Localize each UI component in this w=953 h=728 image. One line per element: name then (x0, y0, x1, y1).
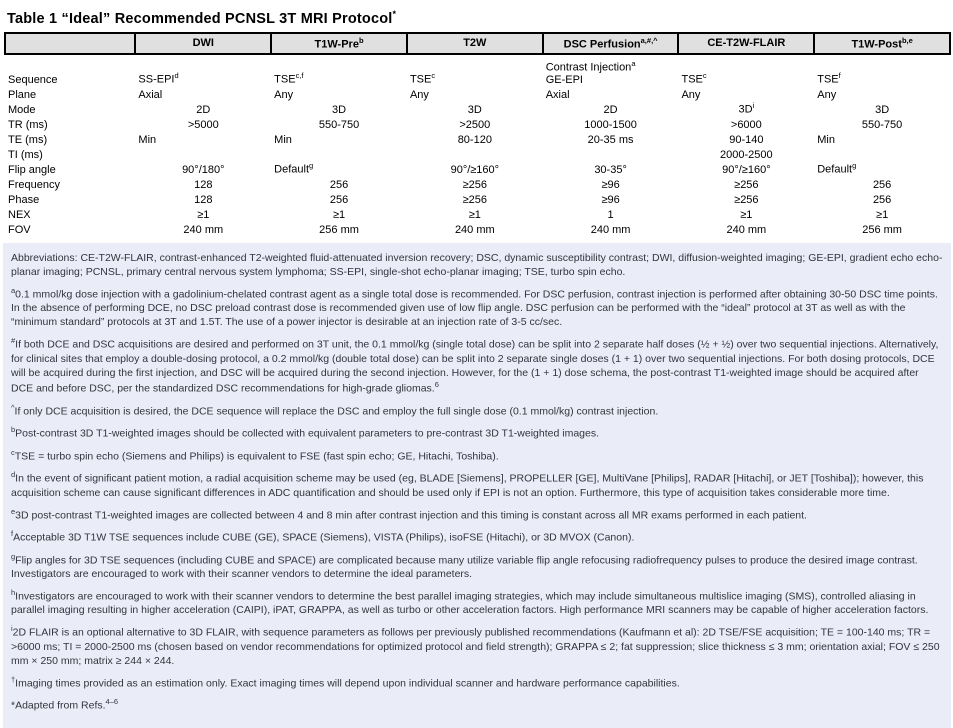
table-row-sequence (5, 54, 950, 86)
column-header-dsc-perfusion: DSC Perfusion$^{a,\#,\^{}}$ (543, 33, 679, 54)
footnote: $^c$TSE = turbo spin echo (Siemens and Philips) is equivalent to FSE (fast spin echo; GE, Hitachi, Toshiba). (11, 447, 499, 463)
table-cell: 256 (872, 178, 892, 191)
row-label: TR (ms) (8, 118, 48, 131)
table-cell (135, 146, 271, 161)
column-header-t1w-post: T1W-Post$^{b,e}$ (814, 33, 950, 54)
table-row-frequency (5, 176, 950, 191)
table-cell: TSE$^f$ (817, 71, 841, 86)
table-cell: ≥1 (197, 208, 210, 221)
footnote: $^e$3D post-contrast T1-weighted images are collected between 4 and 8 min after contrast injection and this timing is constant across all MR exams performed in each patient. (11, 506, 807, 522)
row-label: Plane (8, 88, 37, 101)
table-row-tr-ms (5, 116, 950, 131)
table-cell: ≥256 (462, 178, 488, 191)
table-cell: >2500 (459, 118, 491, 131)
table-cell: SS-EPI$^d$ (138, 71, 179, 86)
table-cell: ≥256 (462, 193, 488, 206)
protocol-table (4, 32, 951, 236)
table-cell: Any (409, 88, 429, 101)
table-cell: 3D (875, 103, 890, 116)
row-label: TE (ms) (8, 133, 48, 146)
table-cell: 90°/≥160° (450, 163, 500, 176)
table-body (5, 54, 950, 236)
table-cell: 90-140 (729, 133, 764, 146)
row-label: Flip angle (8, 163, 56, 176)
table-title-marker: * (392, 9, 397, 19)
table-cell: Default$^g$ (274, 161, 314, 176)
table-cell: 256 (872, 193, 892, 206)
table-row-flip-angle (5, 161, 950, 176)
table-cell: 30-35° (594, 163, 627, 176)
table-cell: 240 mm (454, 223, 495, 236)
footnote: $^i$2D FLAIR is an optional alternative to 3D FLAIR, with sequence parameters as follows per previously published recommendations (Kaufmann et al): 2D TSE/FSE acquisition; TE = 100-140 ms; TR = >6000 ms; TI = 2000-2500 ms (chosen based on vendor recommendations for optimized protocol and field strength); GRAPPA ≤ 2; fat suppression; slice thickness ≤ 3 mm; orientation axial; FOV ≤ 250 mm × 250 mm; matrix ≥ 244 × 244. (11, 624, 940, 667)
table-cell: 256 (329, 193, 349, 206)
column-header-t2w: T2W (407, 33, 543, 54)
row-label: Phase (8, 193, 40, 206)
table-cell: 2D (603, 103, 618, 116)
table-cell: 3D (332, 103, 347, 116)
table-cell: TSE$^{c,f}$ (274, 71, 304, 86)
table-cell: 240 mm (590, 223, 631, 236)
table-cell: 1 (607, 208, 614, 221)
header-corner-cell (5, 33, 135, 54)
footnote: *Adapted from Refs.$^{4-6}$ (11, 697, 119, 712)
table-row-plane (5, 86, 950, 101)
table-cell: Min (138, 133, 157, 146)
table-cell: $3D^i$ (738, 101, 755, 116)
table-cell: 90°/180° (182, 163, 225, 176)
table-cell: ≥1 (740, 208, 753, 221)
table-cell: 256 (329, 178, 349, 191)
table-cell: 1000-1500 (584, 118, 637, 131)
table-cell: 80-120 (457, 133, 492, 146)
row-label: NEX (8, 208, 31, 221)
footnote: #If both DCE and DSC acquisitions are desired and performed on 3T unit, the 0.1 mmol/kg (single total dose) can be split into 2 separate half doses (½ + ½) over two sequential injections. Alternatively, for clinical sites that employ a double-dosing protocol, a 0.2 mmol/kg (double total dose) can be split into 2 separate single doses (1 + 1) over two sequential injections. For both dosing protocols, DCE will be acquired during the first injection, and DSC will be acquired during the second injection. However, for the (1 + 1) dose schema, the post-contrast T1-weighted image should be acquired after DCE and before DSC, per the standardized DSC recommendations for high-grade gliomas.$^6$ (11, 336, 939, 395)
column-header-ce-t2w-flair: CE-T2W-FLAIR (678, 33, 814, 54)
table-cell: Any (681, 88, 701, 101)
header-row (5, 33, 950, 54)
table-cell: 550-750 (318, 118, 360, 131)
row-label: Sequence (8, 73, 58, 86)
table-cell: TSE$^c$ (681, 71, 707, 86)
table-cell: Min (274, 133, 292, 146)
table-cell: 256 mm (862, 223, 902, 236)
table-cell: ≥256 (734, 193, 759, 206)
table-cell: 240 mm (726, 223, 767, 236)
table-cell (407, 146, 543, 161)
footnote: $^f$Acceptable 3D T1W TSE sequences include CUBE (GE), SPACE (Siemens), VISTA (Philips), isoFSE (Hitachi), or 3D MVOX (Canon). (11, 529, 635, 544)
table-cell: 90°/≥160° (722, 163, 771, 176)
table-cell: TSE$^c$ (409, 71, 436, 86)
table-title-text: Table 1 “Ideal” Recommended PCNSL 3T MRI Protocol (7, 10, 393, 27)
footnote: $^g$Flip angles for 3D TSE sequences (including CUBE and SPACE) are complicated because many utilize variable flip angle refocusing radiofrequency pulses to produce the desired image contrast. Investigators are encouraged to work with their scanner vendors to determine the ideal parameters. (11, 551, 918, 581)
table-row-phase (5, 191, 950, 206)
table-cell: ≥1 (468, 208, 481, 221)
footnote: Abbreviations: CE-T2W-FLAIR, contrast-enhanced T2-weighted fluid-attenuated inversion recovery; DSC, dynamic susceptibility contrast; DWI, diffusion-weighted imaging; GE-EPI, gradient echo echo-planar imaging; PCNSL, primary central nervous system lymphoma; SS-EPI, single-shot echo-planar imaging; TSE, turbo spin echo. (11, 251, 943, 278)
table-cell: ≥256 (734, 178, 759, 191)
table-title (7, 9, 953, 27)
table-cell (543, 146, 679, 161)
table-cell: Axial (138, 88, 163, 101)
footnote: ^If only DCE acquisition is desired, the DCE sequence will replace the DSC and employ the full single dose (0.1 mmol/kg) contrast injection. (11, 402, 659, 418)
table-cell: ≥96 (601, 178, 620, 191)
row-label: TI (ms) (8, 148, 43, 161)
table-cell: Default$^g$ (817, 161, 857, 176)
table-cell: 256 mm (319, 223, 359, 236)
table-cell: Any (817, 88, 837, 101)
footnote: $^b$Post-contrast 3D T1-weighted images should be collected with equivalent parameters to pre-contrast 3D T1-weighted images. (11, 425, 599, 440)
table-cell: 128 (194, 193, 213, 206)
footnote: †Imaging times provided as an estimation only. Exact imaging times will depend upon individual scanner and hardware performance capabilities. (11, 674, 680, 690)
table-row-ti-ms (5, 146, 950, 161)
table-cell: >5000 (187, 118, 219, 131)
table-cell: ≥96 (601, 193, 620, 206)
footnote: $^a$0.1 mmol/kg dose injection with a gadolinium-chelated contrast agent as a single total dose is recommended. For DSC perfusion, contrast injection is performed after obtaining 30-50 DSC time points. In the absence of performing DCE, no DSC preload contrast dose is recommended given use of low flip angle. DSC perfusion can be performed with the “ideal” protocol at 3T as well as with the “minimum standard” protocols at 3T and 1.5T. The use of a power injector is desirable at an injection rate of 3-5 cc/sec. (11, 285, 938, 329)
table-row-fov (5, 221, 950, 236)
table-cell: ≥1 (876, 208, 889, 221)
table-row-mode (5, 101, 950, 116)
table-cell: 128 (194, 178, 213, 191)
footnote: $^h$Investigators are encouraged to work with their scanner vendors to determine the best parallel imaging strategies, which may include simultaneous multislice imaging (SMS), controlled aliasing in parallel imaging resulting in higher acceleration (CAIPI), iPAT, GRAPPA, as well as turbo or other acceleration factors. High performance MRI scanners may be capable of higher acceleration factors. (11, 587, 929, 617)
table-header (5, 33, 950, 54)
table-cell (271, 146, 407, 161)
footnote: $^d$In the event of significant patient motion, a radial acquisition scheme may be used (eg, BLADE [Siemens], PROPELLER [GE], MultiVane [Philips], RADAR [Hitachi], or JET [Toshiba]); however, this acquisition scheme can cause significant differences in ADC quantification and should be used only if EPI is not an option. Furthermore, this type of acquisition takes considerable more time. (11, 470, 924, 499)
table-cell: Min (817, 133, 835, 146)
table-cell: ≥1 (332, 208, 346, 221)
table-cell: 550-750 (861, 118, 903, 131)
footnotes-panel (3, 243, 951, 728)
row-label: Mode (8, 103, 36, 116)
table-cell: >6000 (730, 118, 762, 131)
column-header-dwi: DWI (135, 33, 271, 54)
table-cell: Axial (545, 88, 570, 101)
paper-table-figure (0, 9, 953, 712)
table-row-te-ms (5, 131, 950, 146)
table-cell: 240 mm (183, 223, 224, 236)
table-cell: 2D (196, 103, 211, 116)
table-cell: Any (274, 88, 294, 101)
row-label: FOV (8, 223, 31, 236)
table-cell: 3D (467, 103, 482, 116)
row-label: Frequency (8, 178, 60, 191)
table-cell: Contrast Injection$^a$ GE-EPI (545, 59, 636, 86)
table-row-nex (5, 206, 950, 221)
table-cell: 2000-2500 (720, 148, 773, 161)
column-header-t1w-pre: T1W-Pre$^b$ (271, 33, 407, 54)
table-cell (814, 146, 950, 161)
table-cell: 20-35 ms (587, 133, 634, 146)
